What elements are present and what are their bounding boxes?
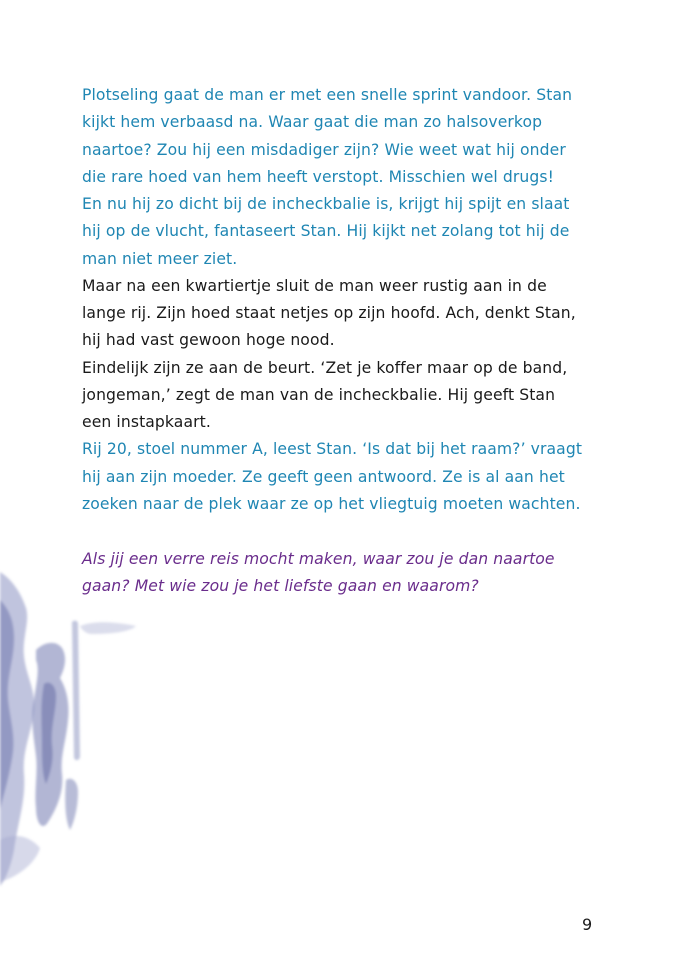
text-line: hij aan zijn moeder. Ze geeft geen antwoord. Ze is al aan het bbox=[82, 467, 565, 486]
watercolor-figures-illustration bbox=[0, 560, 140, 890]
text-line: naartoe? Zou hij een misdadiger zijn? Wie weet wat hij onder bbox=[82, 140, 566, 159]
text-line: lange rij. Zijn hoed staat netjes op zijn hoofd. Ach, denkt Stan, bbox=[82, 304, 576, 322]
text-line: Plotseling gaat de man er met een snelle sprint vandoor. Stan bbox=[82, 86, 573, 104]
paragraph-2 bbox=[82, 273, 612, 437]
question-line: Als jij een verre reis mocht maken, waar zou je dan naartoe bbox=[82, 550, 555, 568]
text-line: hij op de vlucht, fantaseert Stan. Hij kijkt net zolang tot hij de bbox=[82, 222, 570, 241]
question-line: gaan? Met wie zou je het liefste gaan en waarom? bbox=[82, 577, 479, 596]
text-line: Eindelijk zijn ze aan de beurt. ‘Zet je koffer maar op de band, bbox=[82, 358, 568, 377]
text-line: een instapkaart. bbox=[82, 413, 211, 431]
paragraph-1 bbox=[82, 82, 612, 273]
text-line: jongeman,’ zegt de man van de incheckbalie. Hij geeft Stan bbox=[82, 385, 556, 404]
text-line: Maar na een kwartiertje sluit de man weer rustig aan in de bbox=[82, 276, 547, 295]
text-line: zoeken naar de plek waar ze op het vliegtuig moeten wachten. bbox=[82, 494, 581, 513]
text-line: En nu hij zo dicht bij de incheckbalie is, krijgt hij spijt en slaat bbox=[82, 195, 570, 213]
text-line: hij had vast gewoon hoge nood. bbox=[82, 331, 335, 350]
story-text bbox=[82, 82, 612, 518]
text-line: kijkt hem verbaasd na. Waar gaat die man zo halsoverkop bbox=[82, 113, 543, 132]
page-number: 9 bbox=[582, 915, 593, 934]
reflection-question bbox=[82, 546, 612, 601]
paragraph-3 bbox=[82, 436, 612, 518]
text-line: die rare hoed van hem heeft verstopt. Misschien wel drugs! bbox=[82, 167, 554, 186]
text-line: man niet meer ziet. bbox=[82, 249, 238, 268]
text-line: Rij 20, stoel nummer A, leest Stan. ‘Is dat bij het raam?’ vraagt bbox=[82, 440, 583, 459]
